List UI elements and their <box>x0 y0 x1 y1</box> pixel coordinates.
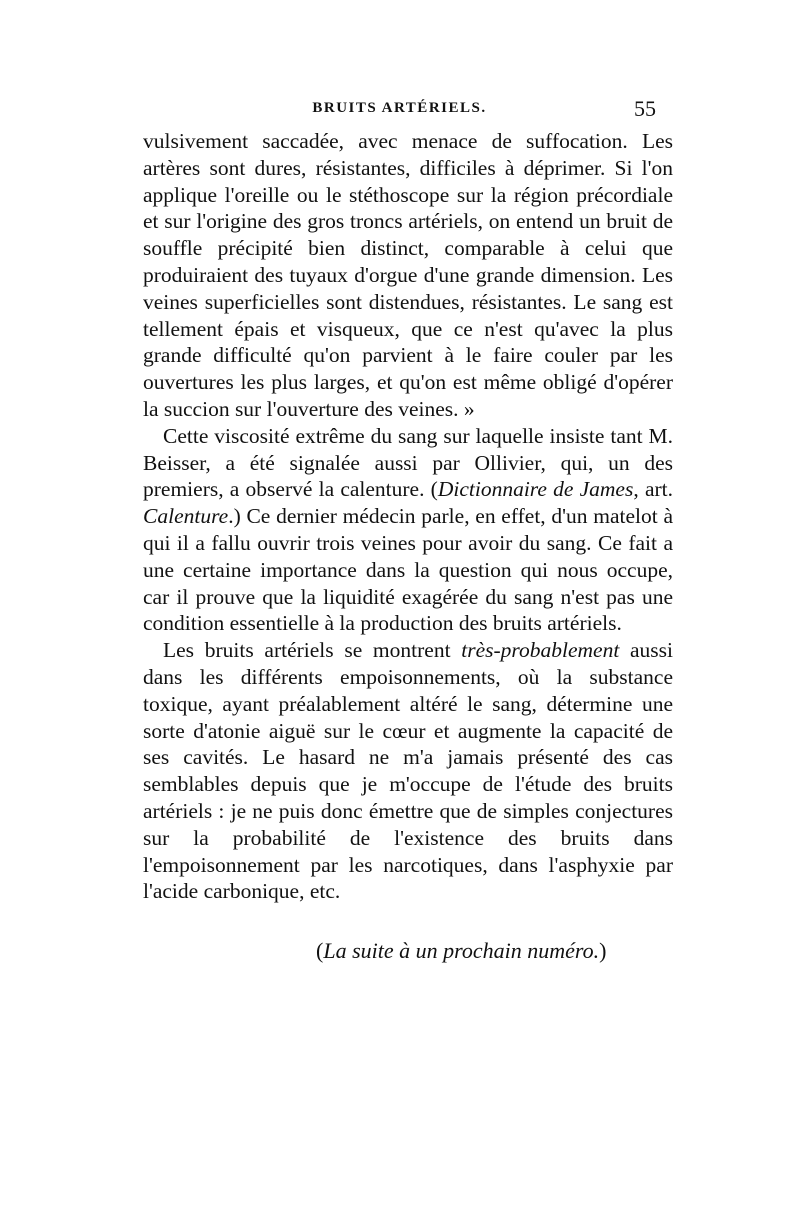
emphasis-tres-probablement: très-probablement <box>461 638 620 663</box>
paragraph-3 <box>143 637 673 905</box>
body-text <box>143 128 673 905</box>
running-title: BRUITS ARTÉRIELS. <box>312 100 487 116</box>
paragraph-2-part-5: .) Ce dernier médecin parle, en effet, d'un matelot à qui il a fallu ouvrir trois veines pour avoir du sang. Ce fait a une certaine importance dans la question qui nous occupe, car il prouve que la liquidité exagérée du sang n'est pas une condition essentielle à la production des bruits artériels. <box>143 504 673 636</box>
paragraph-1-text: vulsivement saccadée, avec menace de suffocation. Les artères sont dures, résistantes, difficiles à déprimer. Si l'on applique l'oreille ou le stéthoscope sur la région précordiale et sur l'origine des gros troncs artériels, on entend un bruit de souffle précipité bien distinct, comparable à celui que produiraient des tuyaux d'orgue d'une grande dimension. Les veines superficielles sont distendues, résistantes. Le sang est tellement épais et visqueux, que ce n'est qu'avec la plus grande difficulté qu'on parvient à le faire couler par les ouvertures les plus larges, et qu'on est même obligé d'opérer la succion sur l'ouverture des veines. » <box>143 129 673 421</box>
paragraph-2-part-1: Cette viscosité extrême du sang sur laquelle insiste tant M. Beisser, a été signalée aussi par Ollivier, qui, un des premiers, a observé la calenture. ( <box>143 423 673 502</box>
paragraph-3-part-1: Les bruits artériels se montrent <box>163 638 462 663</box>
note-open-paren: ( <box>316 938 324 963</box>
note-close-paren: ) <box>599 938 607 963</box>
citation-article-title: Calenture <box>143 504 229 529</box>
page-number: 55 <box>634 96 656 121</box>
paragraph-2 <box>143 423 673 637</box>
continuation-note <box>316 937 606 965</box>
running-header <box>143 96 656 120</box>
citation-dictionary-title: Dictionnaire de James <box>437 477 634 502</box>
paragraph-2-part-3: , art. <box>633 477 673 502</box>
paragraph-3-part-3: aussi dans les différents empoisonnements, où la substance toxique, ayant préalablement altéré le sang, détermine une sorte d'atonie aiguë sur le cœur et augmente la capacité de ses cavités. Le hasard ne m'a jamais présenté des cas semblables depuis que je m'occupe de l'étude des bruits artériels : je ne puis donc émettre que de simples conjectures sur la probabilité de l'existence des bruits dans l'empoisonnement par les narcotiques, dans l'asphyxie par l'acide carbonique, etc. <box>143 638 673 904</box>
paragraph-1 <box>143 128 673 423</box>
note-text: La suite à un prochain numéro. <box>323 938 600 963</box>
